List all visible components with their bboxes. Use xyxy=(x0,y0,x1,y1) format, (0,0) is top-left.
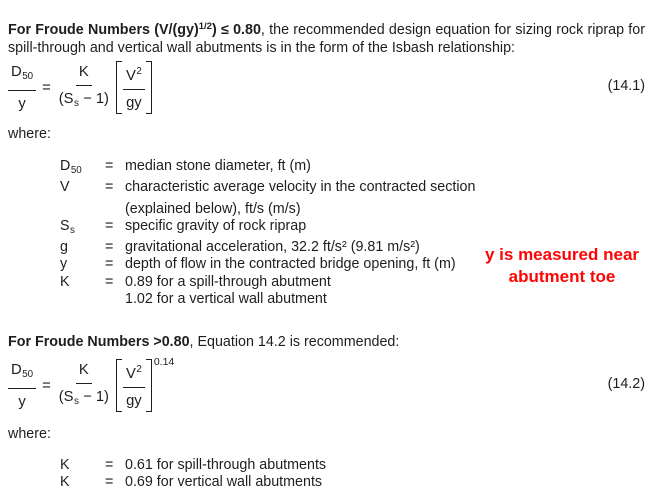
equals-cell: = xyxy=(105,179,114,196)
symbol-subscript: s xyxy=(74,97,79,109)
where-label-2: where: xyxy=(8,426,51,442)
equation-block-14-1 xyxy=(8,61,645,114)
symbol-base: V xyxy=(60,179,70,196)
definition-text: gravitational acceleration, 32.2 ft/s² (9.81 m/s²) xyxy=(125,239,420,256)
k-symbol: K xyxy=(76,63,92,86)
definition-list-2 xyxy=(60,457,326,492)
definition-row xyxy=(60,474,326,491)
ss-minus-one-term xyxy=(56,86,112,113)
gy-symbol: gy xyxy=(126,95,142,111)
froude-condition-text: For Froude Numbers (V/(gy) xyxy=(8,22,199,39)
definition-list-1 xyxy=(60,158,475,308)
symbol-subscript: 50 xyxy=(70,165,82,176)
definition-row xyxy=(60,457,326,474)
symbol-subscript: s xyxy=(70,224,75,236)
intro-body-text: , the recommended design equation for sizing rock riprap for spill-through and vertical wall abutments is in the form of the Isbash relationship: xyxy=(8,22,645,56)
symbol-cell xyxy=(60,179,105,200)
definition-row xyxy=(60,179,475,200)
definition-row-continuation xyxy=(60,201,475,218)
equation-number-14-1: (14.1) xyxy=(607,78,645,94)
intro-bold-lead xyxy=(8,22,261,38)
equals-cell xyxy=(105,291,125,308)
symbol-base: V xyxy=(125,366,136,382)
fraction-k-over-ss xyxy=(56,63,112,113)
symbol-base: D xyxy=(11,361,22,378)
equation-14-1 xyxy=(8,61,645,114)
definition-text: 0.61 for spill-through abutments xyxy=(125,457,327,473)
heading-body-text: , Equation 14.2 is recommended: xyxy=(189,334,400,351)
symbol-cell xyxy=(60,218,105,239)
symbol-cell xyxy=(60,274,105,291)
ss-minus-one-term xyxy=(56,384,112,411)
y-symbol: y xyxy=(18,95,26,112)
fraction-d50-over-y xyxy=(8,361,36,411)
symbol-base: (S xyxy=(58,388,74,405)
definition-text: median stone diameter, ft (m) xyxy=(125,158,311,174)
equals-cell: = xyxy=(105,239,114,256)
froude-exponent: 1/2 xyxy=(198,21,212,33)
annotation-line-1: y is measured near xyxy=(484,245,640,264)
definition-text: depth of flow in the contracted bridge opening, ft (m) xyxy=(125,256,456,273)
fraction-v2-over-gy xyxy=(123,63,145,112)
symbol-base: y xyxy=(60,256,68,273)
equals-cell: = xyxy=(105,256,114,273)
symbol-cell xyxy=(60,291,105,308)
symbol-base: D xyxy=(11,63,22,80)
symbol-cell xyxy=(60,256,105,273)
symbol-cell xyxy=(60,457,105,474)
equals-cell: = xyxy=(105,158,114,174)
right-bracket xyxy=(146,61,152,114)
equals-cell: = xyxy=(105,273,114,290)
froude-condition-bold: For Froude Numbers >0.80 xyxy=(8,334,190,351)
bracket-term xyxy=(116,61,152,114)
equals-cell: = xyxy=(105,217,114,234)
symbol-superscript: 2 xyxy=(136,66,142,77)
definition-text: characteristic average velocity in the contracted section xyxy=(125,179,476,196)
left-bracket xyxy=(116,61,122,114)
definition-text: 1.02 for a vertical wall abutment xyxy=(125,291,327,308)
equation-number-14-2: (14.2) xyxy=(607,376,645,392)
definition-row xyxy=(60,239,475,256)
definition-text: 0.69 for vertical wall abutments xyxy=(125,474,323,491)
symbol-subscript: s xyxy=(74,395,79,407)
equals-cell: = xyxy=(105,457,114,473)
equation-block-14-2 xyxy=(8,356,645,412)
left-bracket xyxy=(116,359,122,412)
equals-sign: = xyxy=(42,377,51,394)
definition-text: specific gravity of rock riprap xyxy=(125,217,307,234)
definition-row xyxy=(60,256,475,273)
definition-row xyxy=(60,218,475,239)
fraction-d50-over-y xyxy=(8,63,36,113)
bracket-term xyxy=(116,359,152,412)
symbol-base: (S xyxy=(58,90,74,107)
symbol-subscript: 50 xyxy=(22,70,34,82)
y-symbol: y xyxy=(18,393,26,410)
definition-row-continuation xyxy=(60,291,475,308)
v-squared-symbol xyxy=(123,63,145,90)
definition-text: (explained below), ft/s (m/s) xyxy=(125,200,301,217)
equation-14-2 xyxy=(8,356,645,412)
gy-symbol: gy xyxy=(126,393,142,409)
k-symbol: K xyxy=(76,361,92,384)
symbol-subscript: 50 xyxy=(22,368,34,380)
annotation-line-2: abutment toe xyxy=(508,266,616,286)
symbol-base: g xyxy=(60,239,68,256)
definition-row xyxy=(60,274,475,291)
right-bracket xyxy=(146,359,152,412)
symbol-cell xyxy=(60,239,105,256)
symbol-cell xyxy=(60,158,105,179)
symbol-cell xyxy=(60,201,105,218)
symbol-base: V xyxy=(125,68,136,84)
symbol-base: S xyxy=(60,217,70,234)
d50-symbol xyxy=(8,63,36,91)
red-annotation xyxy=(472,244,651,287)
equals-cell xyxy=(105,201,125,218)
definition-row xyxy=(60,158,475,179)
symbol-base: K xyxy=(60,474,70,491)
definition-text: 0.89 for a spill-through abutment xyxy=(125,273,331,290)
symbol-tail: − 1) xyxy=(78,388,109,405)
symbol-base: K xyxy=(60,457,70,473)
fraction-v2-over-gy xyxy=(123,361,145,410)
symbol-tail: − 1) xyxy=(78,90,109,107)
fraction-k-over-ss xyxy=(56,361,112,411)
d50-symbol xyxy=(8,361,36,389)
equals-sign: = xyxy=(42,79,51,96)
symbol-superscript: 2 xyxy=(136,364,142,375)
where-label-1: where: xyxy=(8,126,51,142)
froude-threshold-text: ) ≤ 0.80 xyxy=(211,22,261,39)
bracket-exponent: 0.14 xyxy=(153,356,175,368)
symbol-cell xyxy=(60,474,105,491)
symbol-base: K xyxy=(60,273,70,290)
intro-paragraph xyxy=(8,18,645,57)
section-heading-2 xyxy=(8,334,399,350)
v-squared-symbol xyxy=(123,361,145,388)
equals-cell: = xyxy=(105,474,114,491)
symbol-base: D xyxy=(60,158,71,174)
